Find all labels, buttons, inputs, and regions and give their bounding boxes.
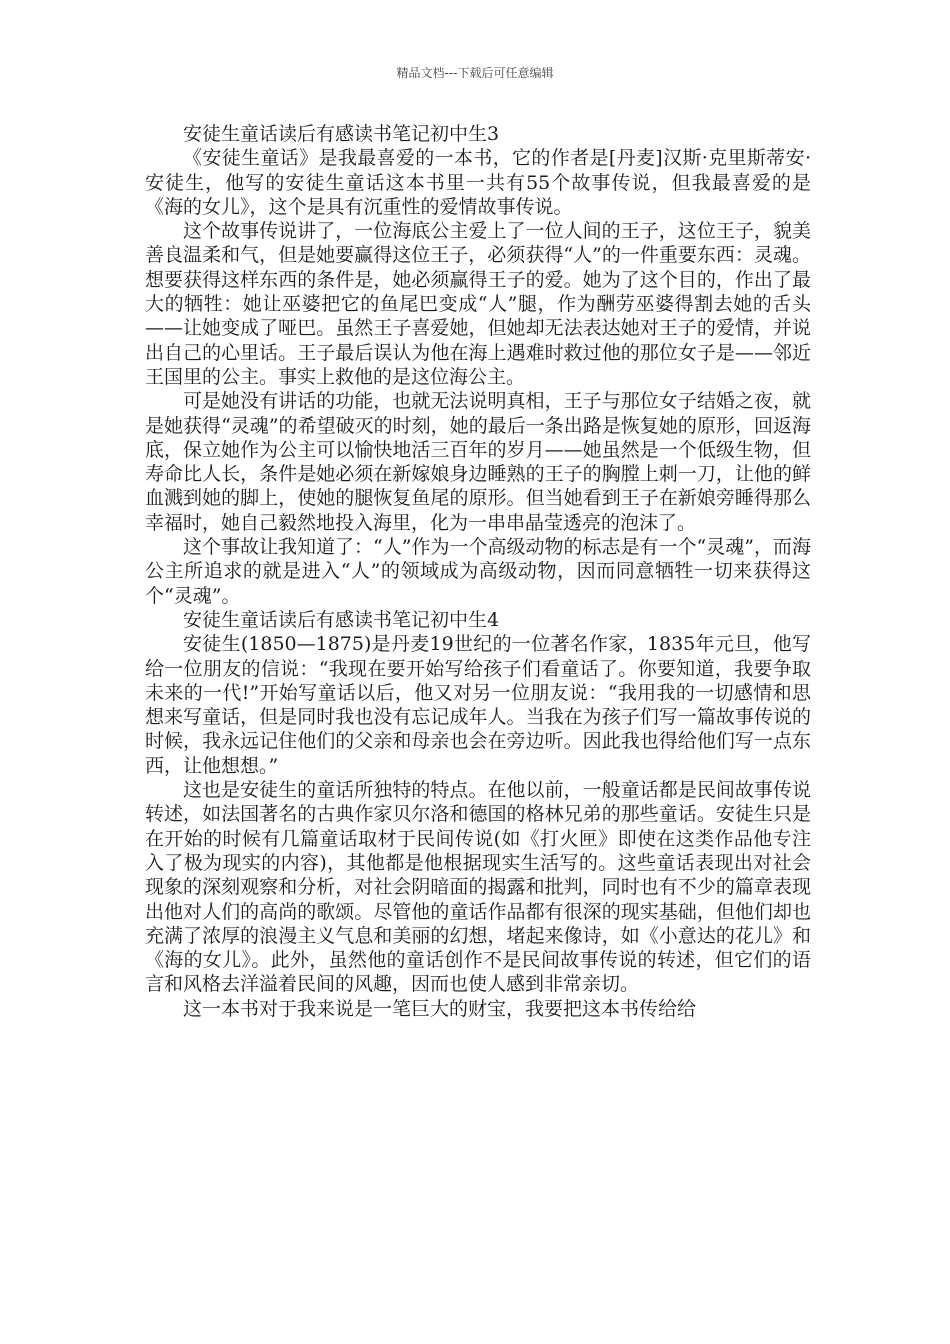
paragraph: 这个事故让我知道了：“人”作为一个高级动物的标志是有一个“灵魂”，而海公主所追求的就是进入“人”的领域成为高级动物，因而同意牺牲一切来获得这个“灵魂”。: [145, 536, 811, 607]
section-title-4: 安徒生童话读后有感读书笔记初中生4: [183, 608, 500, 631]
paragraph: 这也是安徒生的童话所独特的特点。在他以前，一般童话都是民间故事传说转述，如法国著名的古典作家贝尔洛和德国的格林兄弟的那些童话。安徒生只是在开始的时候有几篇童话取材于民间传说(如《打火匣》即使在这类作品他专注入了极为现实的内容)，其他都是他根据现实生活写的。这些童话表现出对社会现象的深刻观察和分析，对社会阴暗面的揭露和批判，同时也有不少的篇章表现出他对人们的高尚的歌颂。尽管他的童话作品都有很深的现实基础，但他们却也充满了浓厚的浪漫主义气息和美丽的幻想，堵起来像诗，如《小意达的花儿》和《海的女儿》。此外，虽然他的童话创作不是民间故事传说的转述，但它们的语言和风格去洋溢着民间的风趣，因而也使人感到非常亲切。: [145, 779, 811, 996]
paragraph: 《安徒生童话》是我最喜爱的一本书，它的作者是[丹麦]汉斯·克里斯蒂安·安徒生，他写的安徒生童话这本书里一共有55个故事传说，但我最喜爱的是《海的女儿》，这个是具有沉重性的爱情故事传说。: [145, 147, 811, 218]
page-header: 精品文档---下载后可任意编辑: [396, 66, 554, 80]
paragraph: 这个故事传说讲了，一位海底公主爱上了一位人间的王子，这位王子，貌美善良温柔和气，但是她要赢得这位王子，必须获得“人”的一件重要东西：灵魂。想要获得这样东西的条件是，她必须赢得王子的爱。她为了这个目的，作出了最大的牺牲：她让巫婆把它的鱼尾巴变成“人”腿，作为酬劳巫婆得割去她的舌头——让她变成了哑巴。虽然王子喜爱她，但她却无法表达她对王子的爱情，并说出自己的心里话。王子最后误认为他在海上遇难时救过他的那位女子是——邻近王国里的公主。事实上救他的是这位海公主。: [145, 220, 811, 388]
document-body: [145, 122, 811, 1021]
section-title-3: 安徒生童话读后有感读书笔记初中生3: [183, 123, 500, 145]
paragraph: 可是她没有讲话的功能，也就无法说明真相，王子与那位女子结婚之夜，就是她获得“灵魂”的希望破灭的时刻，她的最后一条出路是恢复她的原形，回返海底，保立她作为公主可以愉快地活三百年的岁月——她虽然是一个低级生物，但寿命比人长，条件是她必须在新嫁娘身边睡熟的王子的胸膛上刺一刀，让他的鲜血溅到她的脚上，使她的腿恢复鱼尾的原形。但当她看到王子在新娘旁睡得那么幸福时，她自己毅然地投入海里，化为一串串晶莹透亮的泡沫了。: [145, 390, 811, 534]
paragraph: 这一本书对于我来说是一笔巨大的财宝，我要把这本书传给给: [183, 997, 697, 1020]
paragraph: 安徒生(1850—1875)是丹麦19世纪的一位著名作家，1835年元旦，他写给一位朋友的信说：“我现在要开始写给孩子们看童话了。你要知道，我要争取未来的一代!”开始写童话以后，他又对另一位朋友说：“我用我的一切感情和思想来写童话，但是同时我也没有忘记成年人。当我在为孩子们写一篇故事传说的时候，我永远记住他们的父亲和母亲也会在旁边听。因此我也得给他们写一点东西，让他想想。”: [145, 633, 811, 777]
